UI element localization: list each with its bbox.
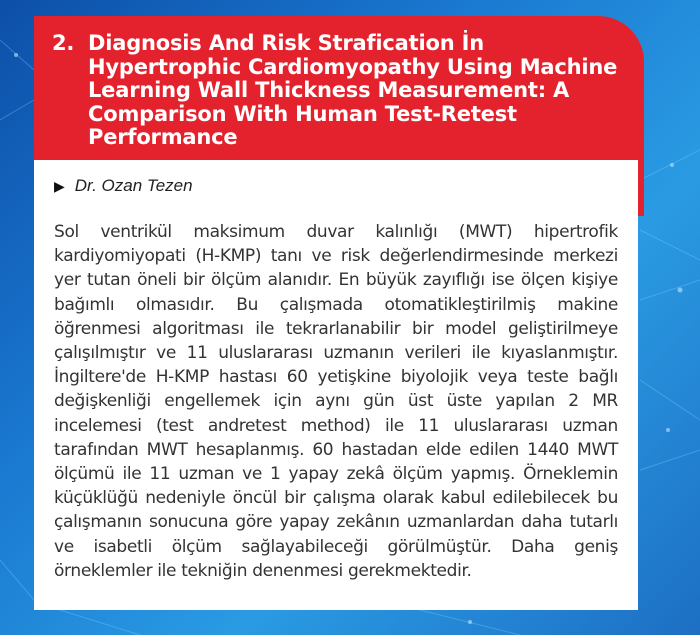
article-body: Sol ventrikül maksimum duvar kalınlığı (MWT) hipertrofik kardiyomiyopati (H-KMP) tanı ve risk değerlendirmesinde merkezi yer tutan öneli bir ölçüm alanıdır. En büyük zayıflığı ise ölçen kişiye bağımlı olmasıdır. Bu çalışmada otomatikleştirilmiş makine öğrenmesi algoritması ile tekrarlanabilir bir model geliştirilmeye çalışılmıştır ve 11 uluslararası uzmanın verileri ile kıyaslanmıştır. İngiltere'de H-KMP hastası 60 yetişkine biyolojik veya teste bağlı değişkenliği engellemek için aynı gün üst üste yapılan 2 MR incelemesi (test andretest method) ile 11 uluslararası uzman tarafından MWT hesaplanmış. 60 hastadan elde edilen 1440 MWT ölçümü ile 11 uzman ve 1 yapay zekâ ölçüm yapmış. Örneklemin küçüklüğü nedeniyle öncül bir çalışma olarak kabul edilebilecek bu çalışmanın sonucuna göre yapay zekânın uzmanlardan daha tutarlı ve isabetli ölçüm sağlayabileceği görülmüştür. Daha geniş örneklemler ile tekniğin denenmesi gerekmektedir.	[54, 222, 618, 581]
article-card	[34, 160, 638, 610]
article-number: 2.	[52, 31, 75, 55]
article-title	[52, 32, 632, 150]
author-line	[54, 176, 618, 196]
article-title-text: Diagnosis And Risk Strafication İn Hypertrophic Cardiomyopathy Using Machine Learning Wall Thickness Measurement: A Comparison With Human Test-Retest Performance	[88, 31, 618, 149]
author-name: Dr. Ozan Tezen	[74, 176, 193, 195]
play-triangle-icon: ▶	[54, 177, 65, 194]
